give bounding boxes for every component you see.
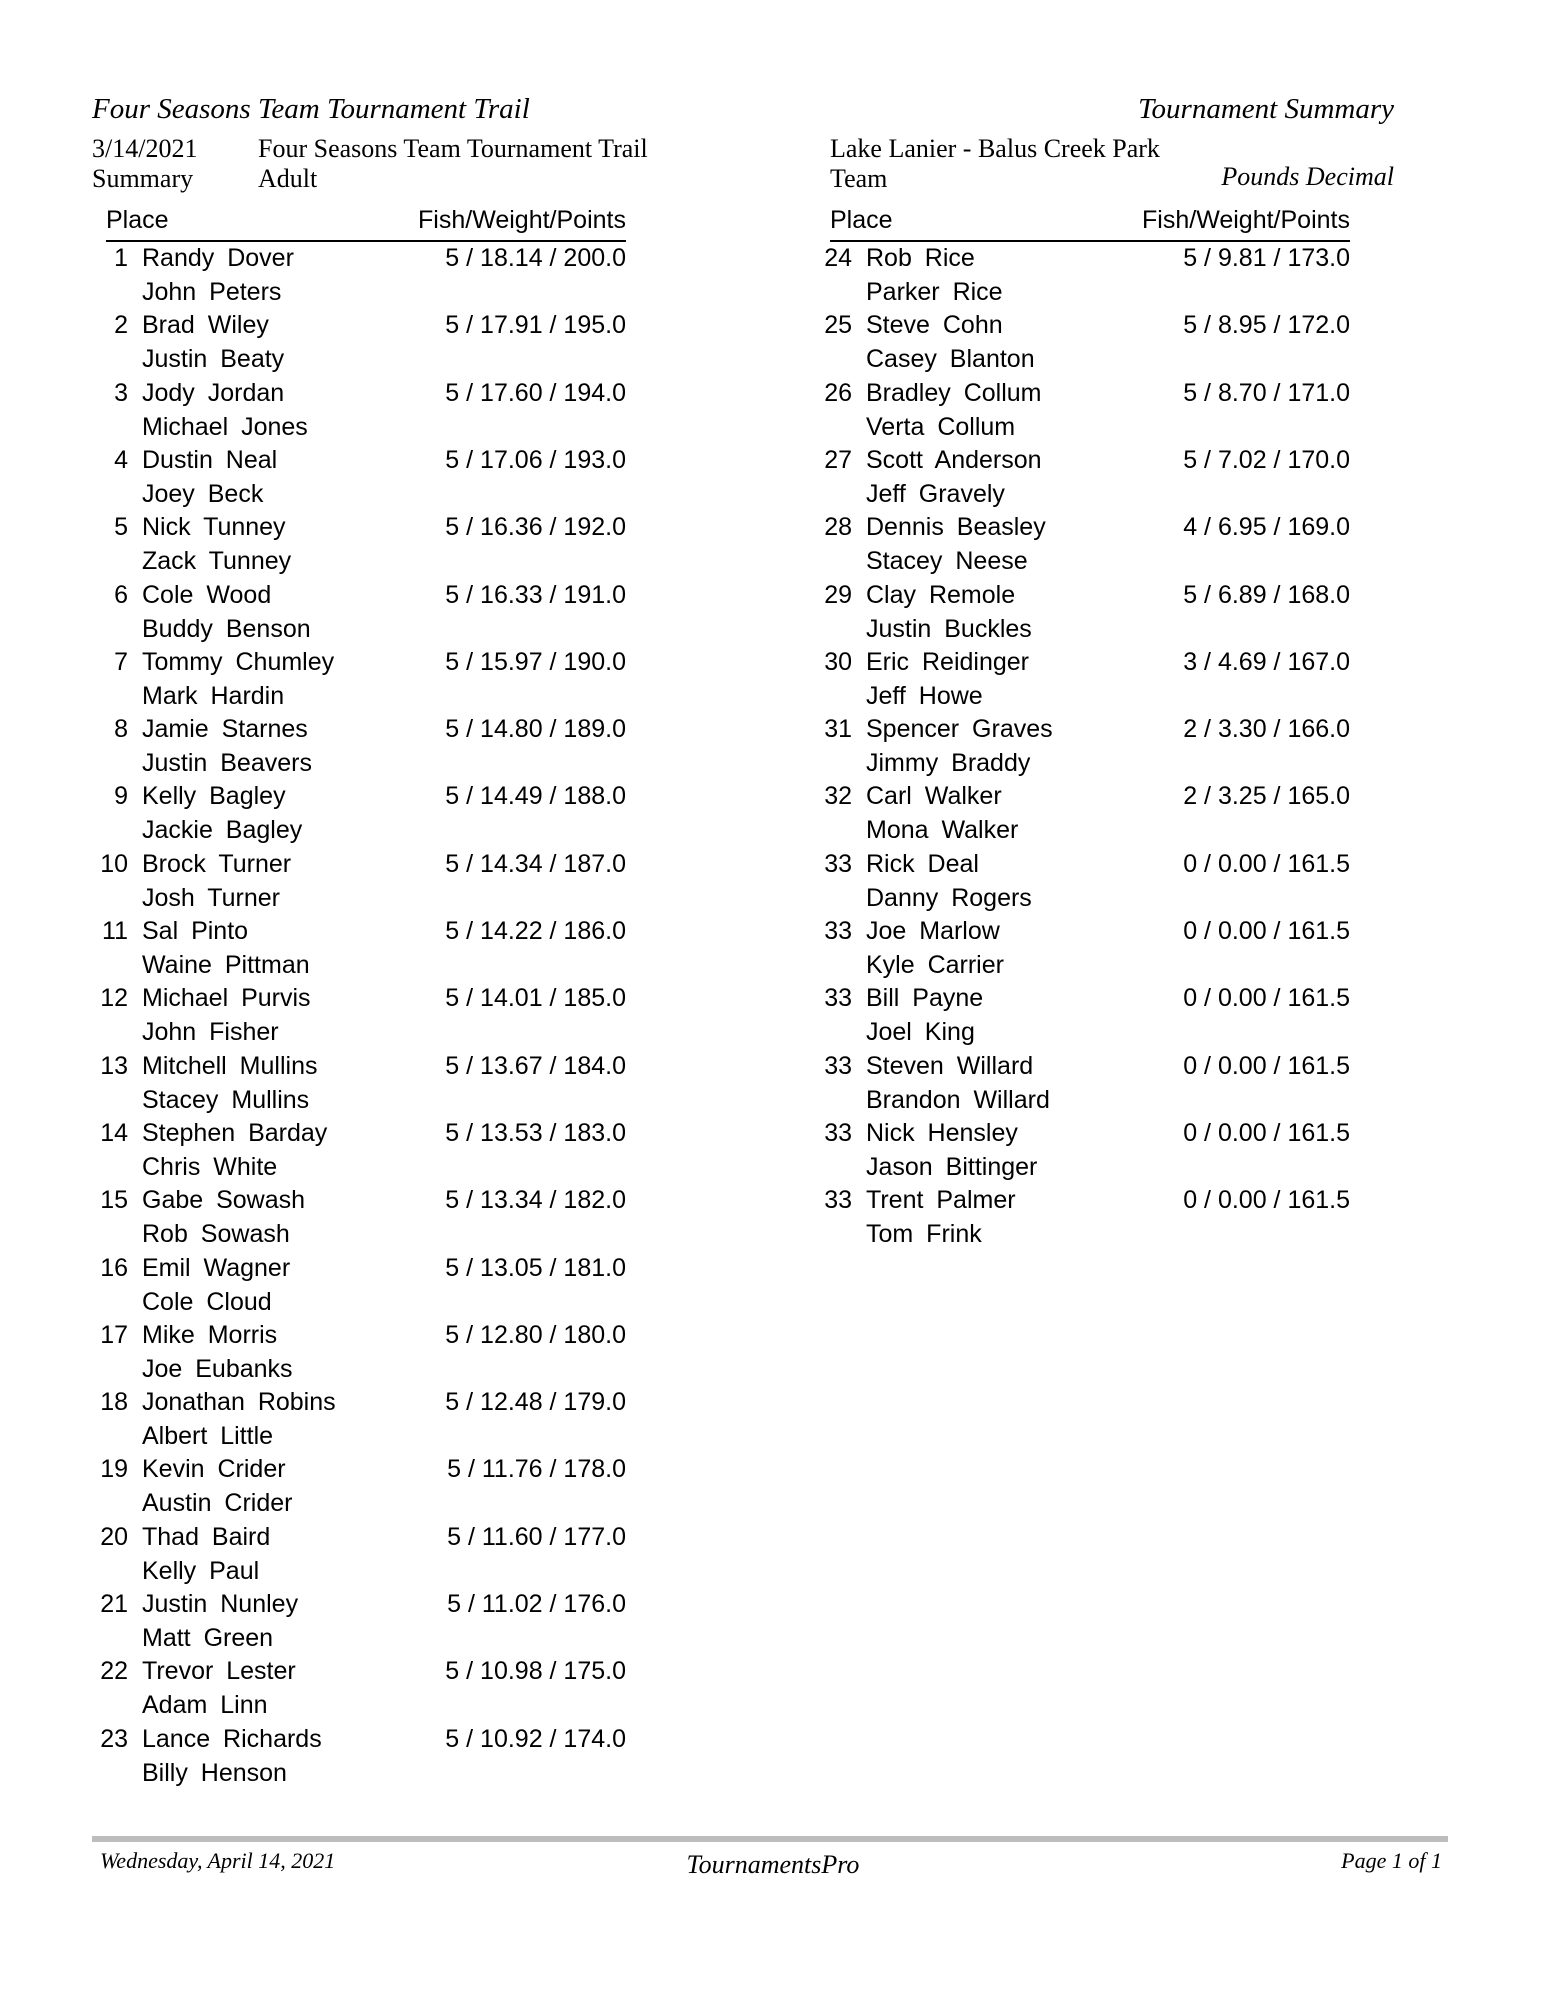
fish-weight-points: 5 / 10.98 / 175.0 [445, 1657, 626, 1686]
place-number: 15 [100, 1186, 128, 1215]
angler-2-name: Jeff Howe [866, 681, 983, 710]
result-row [86, 715, 626, 783]
angler-2-name: Jackie Bagley [142, 816, 303, 845]
angler-1-name: Rob Rice [866, 244, 975, 272]
result-row [86, 1321, 626, 1389]
place-number: 24 [824, 244, 852, 272]
angler-2-name: Joe Eubanks [142, 1354, 293, 1383]
angler-2-name: Jimmy Braddy [866, 749, 1031, 778]
result-row [810, 244, 1350, 312]
fish-weight-points: 5 / 10.92 / 174.0 [445, 1724, 626, 1753]
angler-2-name: Rob Sowash [142, 1220, 290, 1249]
result-row [86, 1388, 626, 1456]
fish-weight-points: 5 / 11.76 / 178.0 [447, 1455, 626, 1484]
place-number: 26 [824, 378, 852, 407]
fish-weight-points: 3 / 4.69 / 167.0 [1183, 647, 1350, 676]
result-row [86, 648, 626, 716]
result-row [86, 1725, 626, 1793]
angler-2-name: Austin Crider [142, 1489, 293, 1518]
fish-weight-points: 0 / 0.00 / 161.5 [1183, 1186, 1350, 1215]
result-row [86, 1657, 626, 1725]
angler-2-name: Danny Rogers [866, 883, 1032, 912]
angler-2-name: Albert Little [142, 1422, 274, 1451]
event-name: Four Seasons Team Tournament Trail [258, 134, 648, 163]
angler-2-name: Justin Beavers [142, 749, 312, 778]
footer-divider [92, 1836, 1448, 1842]
fish-weight-points: 5 / 17.06 / 193.0 [445, 445, 626, 474]
place-number: 12 [100, 984, 128, 1013]
fish-weight-points: 5 / 13.34 / 182.0 [445, 1186, 626, 1215]
angler-2-name: Brandon Willard [866, 1085, 1050, 1114]
result-row [86, 1119, 626, 1187]
angler-1-name: Steve Cohn [866, 311, 1003, 340]
place-number: 23 [100, 1724, 128, 1753]
place-number: 31 [824, 715, 852, 744]
angler-2-name: Tom Frink [866, 1220, 982, 1249]
angler-1-name: Joe Marlow [866, 917, 1000, 945]
result-row [86, 379, 626, 447]
fish-weight-points: 5 / 8.95 / 172.0 [1183, 311, 1350, 340]
result-row [86, 1186, 626, 1254]
result-row [86, 581, 626, 649]
report-title: Tournament Summary [1138, 93, 1394, 125]
angler-2-name: Justin Beaty [142, 345, 285, 374]
result-row [86, 311, 626, 379]
result-row [810, 581, 1350, 649]
angler-1-name: Carl Walker [866, 782, 1002, 811]
software-name: TournamentsPro [686, 1850, 860, 1879]
angler-1-name: Dennis Beasley [866, 513, 1046, 542]
angler-2-name: Matt Green [142, 1624, 274, 1652]
fish-weight-points: 2 / 3.30 / 166.0 [1183, 715, 1350, 744]
result-row [810, 311, 1350, 379]
fish-weight-points: 5 / 15.97 / 190.0 [445, 647, 626, 676]
fish-weight-points: 5 / 14.34 / 187.0 [445, 849, 626, 878]
place-number: 3 [114, 378, 128, 407]
angler-2-name: Kelly Paul [142, 1556, 260, 1585]
result-row [810, 1119, 1350, 1187]
angler-2-name: Adam Linn [142, 1691, 268, 1720]
angler-2-name: Kyle Carrier [866, 951, 1004, 979]
result-row [810, 648, 1350, 716]
place-number: 4 [114, 445, 128, 474]
fish-weight-points: 5 / 9.81 / 173.0 [1183, 244, 1350, 272]
place-number: 17 [100, 1320, 128, 1349]
place-number: 9 [114, 782, 128, 811]
angler-1-name: Lance Richards [142, 1724, 322, 1753]
angler-1-name: Nick Hensley [866, 1118, 1018, 1147]
angler-1-name: Eric Reidinger [866, 647, 1030, 676]
place-number: 2 [114, 311, 128, 340]
angler-2-name: Stacey Mullins [142, 1085, 310, 1114]
place-number: 10 [100, 849, 128, 878]
fish-weight-points: 5 / 13.67 / 184.0 [445, 1051, 626, 1080]
result-row [86, 513, 626, 581]
fish-weight-points: 5 / 8.70 / 171.0 [1183, 378, 1350, 407]
fish-weight-points: 5 / 18.14 / 200.0 [445, 244, 626, 272]
angler-2-name: Buddy Benson [142, 614, 311, 643]
angler-1-name: Jody Jordan [142, 378, 285, 407]
fish-weight-points: 5 / 14.22 / 186.0 [445, 917, 626, 945]
place-number: 22 [100, 1657, 128, 1686]
angler-1-name: Gabe Sowash [142, 1186, 306, 1215]
result-row [810, 850, 1350, 918]
place-number: 33 [824, 1118, 852, 1147]
result-row [810, 379, 1350, 447]
place-number: 30 [824, 647, 852, 676]
result-row [810, 984, 1350, 1052]
angler-2-name: Waine Pittman [142, 951, 310, 979]
fish-weight-points: 5 / 11.02 / 176.0 [447, 1590, 626, 1618]
place-number: 21 [100, 1590, 128, 1618]
left-column-header [106, 206, 626, 242]
result-row [86, 1052, 626, 1120]
result-row [86, 1455, 626, 1523]
place-number: 5 [114, 513, 128, 542]
place-number: 6 [114, 580, 128, 609]
angler-2-name: Jason Bittinger [866, 1152, 1038, 1181]
result-row [810, 446, 1350, 514]
fish-weight-points: 5 / 14.80 / 189.0 [445, 715, 626, 744]
right-column-header [830, 206, 1350, 242]
result-row [86, 446, 626, 514]
angler-2-name: Billy Henson [142, 1758, 287, 1787]
angler-1-name: Nick Tunney [142, 513, 286, 542]
angler-2-name: John Fisher [142, 1018, 279, 1047]
angler-2-name: Mona Walker [866, 816, 1019, 845]
angler-1-name: Kelly Bagley [142, 782, 286, 811]
fish-weight-points: 5 / 17.91 / 195.0 [445, 311, 626, 340]
place-number: 1 [114, 244, 128, 272]
result-row [810, 782, 1350, 850]
event-date: 3/14/2021 [92, 134, 198, 163]
page-number: Page 1 of 1 [1341, 1848, 1442, 1873]
result-row [86, 1254, 626, 1322]
location-label: Lake Lanier - Balus Creek Park [830, 134, 1160, 163]
result-row [810, 1052, 1350, 1120]
fish-weight-points: 5 / 16.33 / 191.0 [445, 580, 626, 609]
place-number: 25 [824, 311, 852, 340]
angler-1-name: Brock Turner [142, 849, 292, 878]
fish-weight-points: 5 / 17.60 / 194.0 [445, 378, 626, 407]
angler-2-name: Casey Blanton [866, 345, 1035, 374]
angler-1-name: Sal Pinto [142, 917, 249, 945]
format-label: Team [830, 164, 888, 193]
fish-weight-points: 0 / 0.00 / 161.5 [1183, 1118, 1350, 1147]
angler-2-name: Josh Turner [142, 883, 281, 912]
result-row [86, 782, 626, 850]
result-row [86, 244, 626, 312]
place-number: 28 [824, 513, 852, 542]
place-number: 29 [824, 580, 852, 609]
place-number: 19 [100, 1455, 128, 1484]
angler-2-name: Parker Rice [866, 278, 1003, 306]
place-number: 13 [100, 1051, 128, 1080]
fish-weight-points: 5 / 16.36 / 192.0 [445, 513, 626, 542]
place-number: 18 [100, 1388, 128, 1417]
fish-weight-points: 0 / 0.00 / 161.5 [1183, 1051, 1350, 1080]
fish-weight-points-header: Fish/Weight/Points [418, 206, 626, 234]
angler-1-name: Randy Dover [142, 244, 294, 272]
angler-2-name: Stacey Neese [866, 547, 1028, 576]
angler-2-name: Michael Jones [142, 412, 308, 441]
result-row [810, 917, 1350, 985]
angler-2-name: Zack Tunney [142, 547, 292, 576]
fish-weight-points: 5 / 7.02 / 170.0 [1183, 445, 1350, 474]
angler-1-name: Trent Palmer [866, 1186, 1016, 1215]
fish-weight-points: 0 / 0.00 / 161.5 [1183, 984, 1350, 1013]
place-header: Place [830, 206, 893, 234]
angler-1-name: Jamie Starnes [142, 715, 308, 744]
angler-1-name: Clay Remole [866, 580, 1016, 609]
result-row [86, 1523, 626, 1591]
angler-1-name: Steven Willard [866, 1051, 1034, 1080]
angler-2-name: Jeff Gravely [866, 479, 1005, 508]
angler-2-name: Cole Cloud [142, 1287, 272, 1316]
angler-2-name: Mark Hardin [142, 681, 285, 710]
angler-1-name: Cole Wood [142, 580, 272, 609]
angler-1-name: Dustin Neal [142, 445, 278, 474]
result-row [810, 513, 1350, 581]
result-row [86, 984, 626, 1052]
place-number: 27 [824, 445, 852, 474]
angler-1-name: Tommy Chumley [142, 647, 335, 676]
angler-1-name: Thad Baird [142, 1522, 271, 1551]
angler-1-name: Mike Morris [142, 1320, 278, 1349]
angler-1-name: Kevin Crider [142, 1455, 286, 1484]
place-number: 33 [824, 1186, 852, 1215]
angler-2-name: John Peters [142, 278, 282, 306]
units-label: Pounds Decimal [1221, 162, 1394, 191]
angler-1-name: Mitchell Mullins [142, 1051, 318, 1080]
place-number: 33 [824, 849, 852, 878]
angler-2-name: Chris White [142, 1152, 278, 1181]
angler-1-name: Bill Payne [866, 984, 984, 1013]
fish-weight-points: 5 / 11.60 / 177.0 [447, 1522, 626, 1551]
result-row [86, 917, 626, 985]
fish-weight-points: 5 / 14.01 / 185.0 [445, 984, 626, 1013]
summary-label: Summary [92, 164, 194, 193]
place-number: 14 [100, 1118, 128, 1147]
result-row [810, 1186, 1350, 1254]
angler-1-name: Bradley Collum [866, 378, 1042, 407]
fish-weight-points: 5 / 13.53 / 183.0 [445, 1118, 626, 1147]
angler-1-name: Emil Wagner [142, 1253, 291, 1282]
angler-2-name: Verta Collum [866, 412, 1016, 441]
fish-weight-points: 5 / 12.80 / 180.0 [445, 1320, 626, 1349]
place-number: 20 [100, 1522, 128, 1551]
angler-1-name: Rick Deal [866, 849, 979, 878]
angler-1-name: Michael Purvis [142, 984, 311, 1013]
angler-1-name: Justin Nunley [142, 1590, 299, 1618]
fish-weight-points-header: Fish/Weight/Points [1142, 206, 1350, 234]
result-row [86, 1590, 626, 1658]
angler-1-name: Trevor Lester [142, 1657, 296, 1686]
fish-weight-points: 4 / 6.95 / 169.0 [1183, 513, 1350, 542]
printed-date: Wednesday, April 14, 2021 [100, 1848, 336, 1873]
place-number: 8 [114, 715, 128, 744]
trail-title: Four Seasons Team Tournament Trail [92, 93, 530, 125]
place-number: 32 [824, 782, 852, 811]
angler-2-name: Justin Buckles [866, 614, 1032, 643]
fish-weight-points: 5 / 13.05 / 181.0 [445, 1253, 626, 1282]
angler-2-name: Joey Beck [142, 479, 264, 508]
fish-weight-points: 0 / 0.00 / 161.5 [1183, 849, 1350, 878]
fish-weight-points: 5 / 14.49 / 188.0 [445, 782, 626, 811]
place-number: 16 [100, 1253, 128, 1282]
angler-1-name: Scott Anderson [866, 445, 1042, 474]
division-label: Adult [258, 164, 318, 193]
fish-weight-points: 2 / 3.25 / 165.0 [1183, 782, 1350, 811]
place-number: 33 [824, 917, 852, 945]
fish-weight-points: 5 / 12.48 / 179.0 [445, 1388, 626, 1417]
angler-1-name: Brad Wiley [142, 311, 269, 340]
angler-1-name: Stephen Barday [142, 1118, 328, 1147]
angler-1-name: Spencer Graves [866, 715, 1053, 744]
result-row [810, 715, 1350, 783]
place-number: 33 [824, 984, 852, 1013]
angler-1-name: Jonathan Robins [142, 1388, 336, 1417]
result-row [86, 850, 626, 918]
place-header: Place [106, 206, 169, 234]
place-number: 11 [102, 917, 128, 945]
place-number: 33 [824, 1051, 852, 1080]
angler-2-name: Joel King [866, 1018, 975, 1047]
fish-weight-points: 5 / 6.89 / 168.0 [1183, 580, 1350, 609]
place-number: 7 [114, 647, 128, 676]
fish-weight-points: 0 / 0.00 / 161.5 [1183, 917, 1350, 945]
